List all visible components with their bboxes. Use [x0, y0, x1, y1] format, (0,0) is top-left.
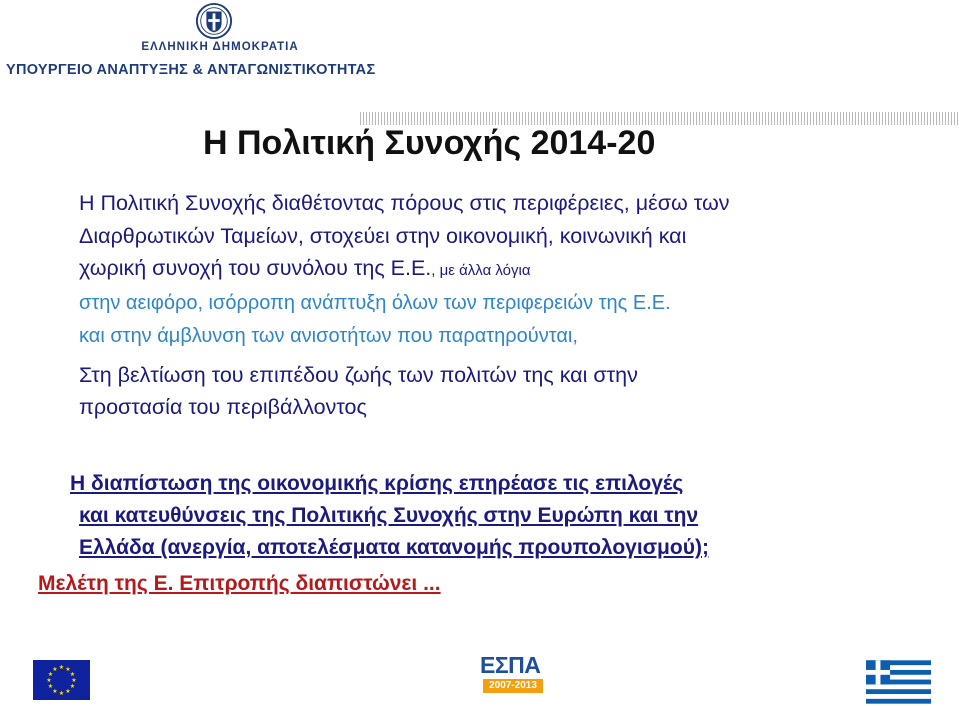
svg-text:★: ★: [65, 688, 71, 695]
emphasis-line-3: Ελλάδα (ανεργία, αποτελέσματα κατανομής προυπολογισμού);: [79, 536, 709, 559]
slide-title: Η Πολιτική Συνοχής 2014-20: [203, 124, 656, 162]
svg-text:★: ★: [58, 690, 65, 697]
ministry-label: ΥΠΟΥΡΓΕΙΟ ΑΝΑΠΤΥΞΗΣ & ΑΝΤΑΓΩΝΙΣΤΙΚΟΤΗΤΑΣ: [6, 62, 376, 78]
espa-years: 2007-2013: [483, 679, 543, 693]
eu-flag-icon: [33, 660, 90, 700]
body-line-3-tail: , με άλλα λόγια: [431, 262, 531, 279]
svg-text:★: ★: [65, 666, 71, 673]
body-line-6: Στη βελτίωση του επιπέδου ζωής των πολιτών της και στην: [79, 363, 638, 387]
svg-text:★: ★: [52, 688, 58, 695]
espa-logo: [480, 652, 546, 704]
body-line-3: [79, 256, 531, 281]
body-line-1: Η Πολιτική Συνοχής διαθέτοντας πόρους στις περιφέρειες, μέσω των: [79, 191, 730, 215]
svg-text:★: ★: [71, 677, 77, 684]
svg-text:★: ★: [52, 666, 58, 673]
svg-text:★: ★: [46, 677, 52, 684]
svg-text:★: ★: [47, 671, 54, 678]
republic-label: ΕΛΛΗΝΙΚΗ ΔΗΜΟΚΡΑΤΙΑ: [141, 41, 299, 53]
body-line-3-main: χωρική συνοχή του συνόλου της Ε.Ε.: [79, 256, 432, 280]
svg-text:★: ★: [69, 683, 76, 690]
svg-text:★: ★: [58, 664, 65, 671]
greek-emblem-icon: [195, 2, 233, 40]
greek-flag-icon: [866, 660, 931, 704]
body-line-4: στην αειφόρο, ισόρροπη ανάπτυξη όλων των περιφερειών της Ε.Ε.: [79, 292, 671, 314]
emphasis-line-1: Η διαπίστωση της οικονομικής κρίσης επηρέασε τις επιλογές: [70, 472, 684, 495]
body-line-2: Διαρθρωτικών Ταμείων, στοχεύει στην οικονομική, κοινωνική και: [79, 224, 687, 248]
svg-text:★: ★: [69, 671, 76, 678]
svg-text:★: ★: [47, 683, 54, 690]
body-line-5: και στην άμβλυνση των ανισοτήτων που παρατηρούνται,: [79, 325, 578, 347]
emphasis-line-2: και κατευθύνσεις της Πολιτικής Συνοχής στην Ευρώπη και την: [79, 504, 699, 527]
study-note: Μελέτη της Ε. Επιτροπής διαπιστώνει ...: [38, 572, 441, 595]
espa-logo-text: ΕΣΠΑ: [480, 652, 541, 678]
body-line-7: προστασία του περιβάλλοντος: [79, 395, 367, 419]
